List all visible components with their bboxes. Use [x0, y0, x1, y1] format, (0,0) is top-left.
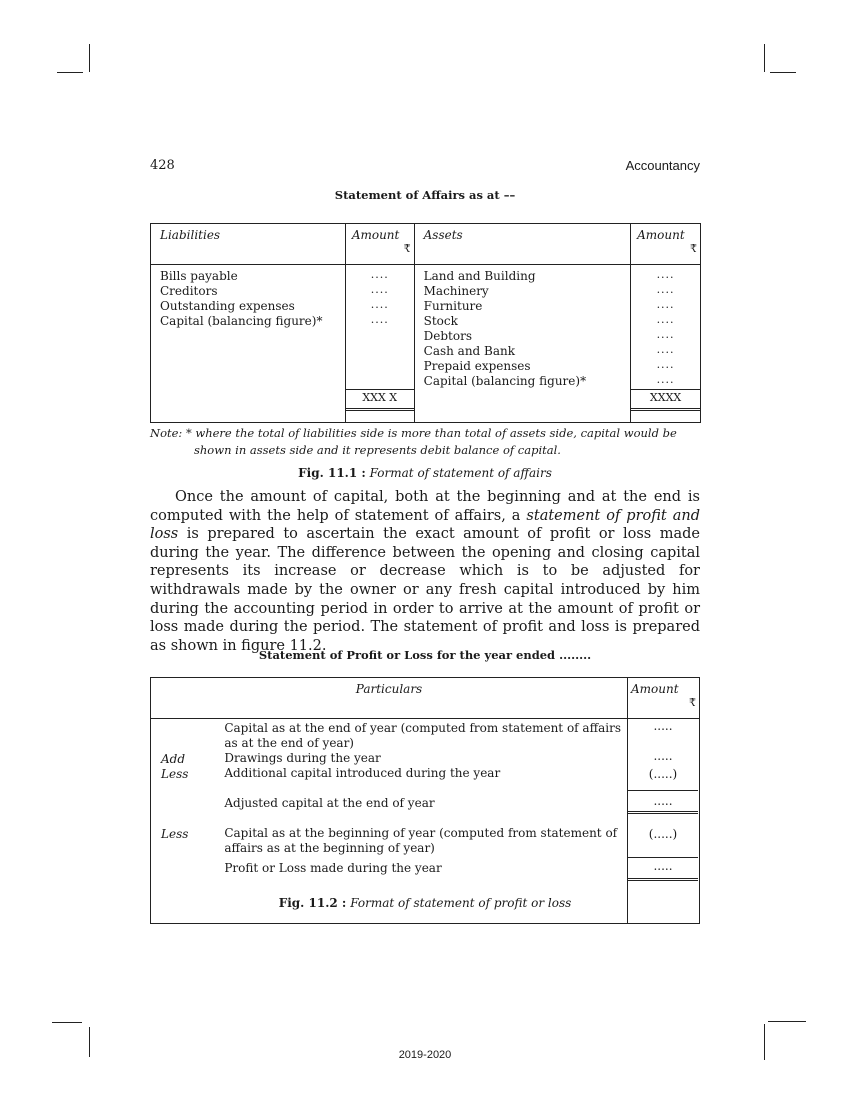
- amount-placeholder: ....: [370, 313, 389, 326]
- particular-text: Capital as at the beginning of year (computed from statement of affairs as at the beginning of year): [224, 826, 618, 855]
- figure-caption-text: Format of statement of profit or loss: [350, 896, 572, 910]
- amount-placeholder: ....: [370, 298, 389, 311]
- column-header-amount: Amount ₹: [631, 224, 701, 265]
- figure-caption: [150, 896, 700, 910]
- particular-text: Capital as at the end of year (computed from statement of affairs as at the end of year): [224, 721, 621, 750]
- figure-caption-text: Format of statement of affairs: [369, 466, 552, 480]
- list-item: Capital (balancing figure)*: [160, 314, 323, 328]
- particular-text: Adjusted capital at the end of year: [224, 796, 435, 810]
- amount-placeholder: ....: [370, 268, 389, 281]
- amount-placeholder: ....: [370, 283, 389, 296]
- amount-placeholder: ....: [656, 268, 675, 281]
- amount-placeholder: .....: [653, 794, 673, 808]
- crop-mark: [770, 72, 796, 73]
- row-label: Less: [161, 827, 189, 841]
- crop-mark: [57, 72, 83, 73]
- paragraph-text: is prepared to ascertain the exact amount of profit or loss made during the year. The difference between the opening and closing capital represents its increase or decrease which is to be adjusted for withdrawals made by the owner or any fresh capital introduced by him during the accounting period in order to arrive at the amount of profit or loss made during the period. The statement of profit and loss is prepared as shown in figure 11.2.: [150, 526, 700, 654]
- list-item: Prepaid expenses: [423, 359, 531, 373]
- list-item: Bills payable: [160, 269, 238, 283]
- amount-placeholder: ....: [656, 283, 675, 296]
- row-label: Add: [161, 752, 186, 766]
- particular-text: Drawings during the year: [224, 751, 381, 765]
- rupee-symbol: ₹: [689, 696, 696, 709]
- running-head: Accountancy: [625, 158, 700, 173]
- list-item: Outstanding expenses: [160, 299, 295, 313]
- list-item: Stock: [423, 314, 458, 328]
- list-item: Machinery: [423, 284, 489, 298]
- list-item: Creditors: [160, 284, 218, 298]
- amount-placeholder: ....: [656, 358, 675, 371]
- amount-placeholder: ....: [656, 313, 675, 326]
- crop-mark: [89, 44, 90, 72]
- figure-label: Fig. 11.2 :: [278, 896, 347, 910]
- column-header-amount: Amount ₹: [628, 678, 700, 719]
- paragraph-text: Once the amount of capital, both at the beginning and at the end is computed with the help of statement of affairs, a: [150, 489, 700, 524]
- column-header-assets: Assets: [414, 224, 631, 265]
- table-title: Statement of Affairs as at ––: [334, 188, 516, 202]
- note-label: Note: *: [150, 426, 192, 440]
- note-text: where the total of liabilities side is more than total of assets side, capital would be shown in assets side and it represents debit balance of capital.: [194, 426, 677, 457]
- amount-placeholder: .....: [653, 749, 673, 763]
- page-number: 428: [150, 158, 175, 173]
- crop-mark: [52, 1022, 82, 1023]
- crop-mark: [768, 1021, 806, 1022]
- amount-placeholder: .....: [653, 859, 673, 873]
- rupee-symbol: ₹: [403, 242, 411, 255]
- asset-amounts: [631, 265, 701, 390]
- liability-amounts: [345, 265, 414, 390]
- column-header-particulars: Particulars: [151, 678, 628, 719]
- amount-placeholder: ....: [656, 343, 675, 356]
- amount-placeholder: .....: [653, 719, 673, 733]
- liabilities-total: XXX X: [346, 389, 414, 411]
- total-rule: [628, 878, 698, 881]
- footer-year: 2019-2020: [398, 1049, 452, 1061]
- liabilities-list: [151, 265, 346, 390]
- list-item: Debtors: [423, 329, 472, 343]
- list-item: Capital (balancing figure)*: [423, 374, 587, 388]
- list-item: Cash and Bank: [423, 344, 516, 358]
- subtotal-rule: [628, 811, 698, 814]
- statement-of-affairs-table: [150, 223, 701, 423]
- list-item: Furniture: [423, 299, 483, 313]
- particular-text: Additional capital introduced during the year: [224, 766, 501, 780]
- table-title: Statement of Profit or Loss for the year ended ........: [258, 648, 592, 662]
- list-item: Land and Building: [423, 269, 536, 283]
- subtotal-rule: [628, 857, 698, 858]
- table-note: [150, 425, 705, 459]
- assets-list: [414, 265, 631, 390]
- paragraph-emphasis: statement of profit and loss: [150, 507, 700, 543]
- column-header-amount: Amount ₹: [345, 224, 414, 265]
- figure-label: Fig. 11.1 :: [298, 466, 366, 480]
- amount-placeholder: (.....): [648, 827, 678, 841]
- rupee-symbol: ₹: [690, 242, 697, 255]
- figure-caption: [150, 466, 700, 480]
- assets-total: XXXX: [631, 389, 700, 411]
- amount-placeholder: ....: [656, 373, 675, 386]
- subtotal-rule: [628, 790, 698, 791]
- body-paragraph: [150, 488, 700, 655]
- profit-loss-table: [150, 677, 700, 924]
- column-header-liabilities: Liabilities: [151, 224, 346, 265]
- row-label: Less: [161, 767, 189, 781]
- amount-placeholder: (.....): [648, 767, 678, 781]
- particular-text: Profit or Loss made during the year: [224, 861, 442, 875]
- crop-mark: [764, 44, 765, 72]
- amount-placeholder: ....: [656, 328, 675, 341]
- amount-placeholder: ....: [656, 298, 675, 311]
